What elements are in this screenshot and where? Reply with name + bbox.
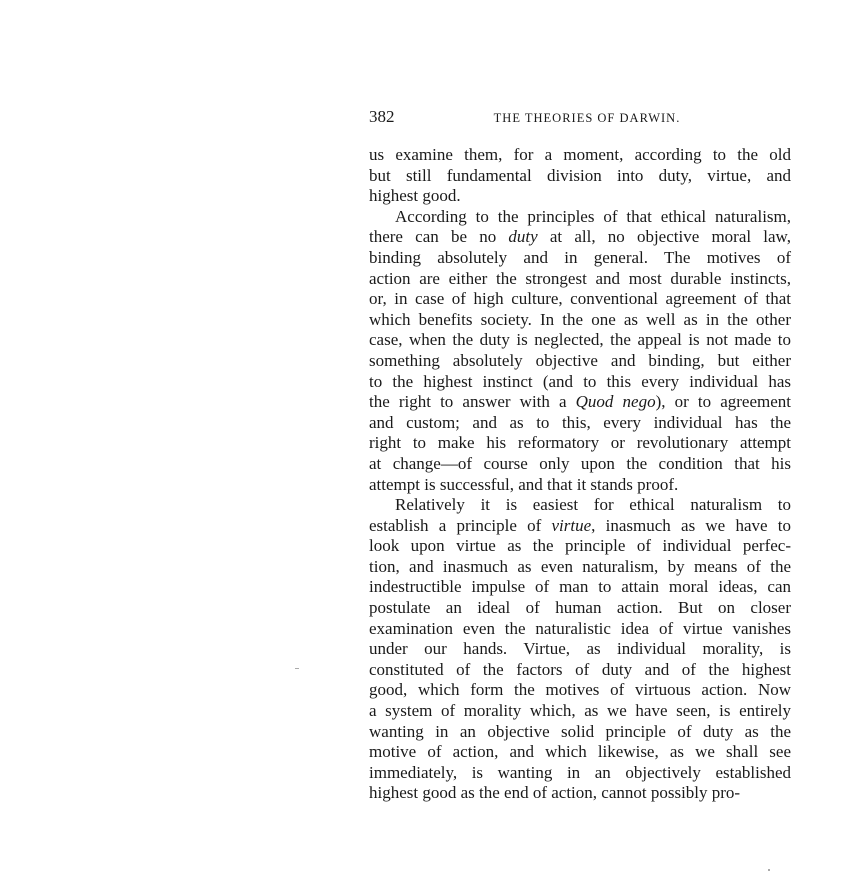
text-line: and custom; and as to this, every individual has the: [369, 412, 791, 432]
text-line: to the highest instinct (and to this every individual has: [369, 371, 791, 391]
text-line: but still fundamental division into duty, virtue, and: [369, 165, 791, 185]
text-line: According to the principles of that ethical naturalism,: [395, 206, 791, 226]
italic-term: virtue: [551, 515, 592, 535]
book-page: [369, 107, 791, 804]
scan-speck: [295, 668, 299, 669]
text-line: right to make his reformatory or revolutionary attempt: [369, 433, 791, 453]
text-line: good, which form the motives of virtuous action. Now: [369, 680, 791, 700]
paragraph: [369, 207, 791, 495]
text-line: highest good.: [369, 186, 461, 206]
text-line: which benefits society. In the one as well as in the other: [369, 309, 791, 329]
body-text: [369, 145, 791, 804]
text-line: or, in case of high culture, conventional agreement of that: [369, 289, 791, 309]
text-line: action are either the strongest and most durable instincts,: [369, 268, 791, 288]
text-line: the right to answer with a Quod nego), or to agreement: [369, 392, 791, 412]
text-line: something absolutely objective and binding, but either: [369, 350, 791, 370]
text-line: postulate an ideal of human action. But on closer: [369, 598, 791, 618]
text-line: immediately, is wanting in an objectively established: [369, 762, 791, 782]
text-line: motive of action, and which likewise, as we shall see: [369, 742, 791, 762]
text-line: examination even the naturalistic idea of virtue vanishes: [369, 618, 791, 638]
text-line: under our hands. Virtue, as individual morality, is: [369, 639, 791, 659]
text-line: at change—of course only upon the condition that his: [369, 453, 791, 473]
text-line: Relatively it is easiest for ethical naturalism to: [395, 495, 791, 515]
paragraph: [369, 495, 791, 804]
text-line: look upon virtue as the principle of individual perfec-: [369, 536, 791, 556]
italic-term: duty: [508, 227, 538, 247]
text-line: indestructible impulse of man to attain moral ideas, can: [369, 577, 791, 597]
text-line: wanting in an objective solid principle of duty as the: [369, 721, 791, 741]
text-line: establish a principle of virtue, inasmuch as we have to: [369, 515, 791, 535]
paragraph: [369, 145, 791, 207]
text-line: attempt is successful, and that it stands proof.: [369, 474, 679, 494]
text-line: us examine them, for a moment, according to the old: [369, 145, 791, 164]
text-line: case, when the duty is neglected, the appeal is not made to: [369, 330, 791, 350]
page-number: 382: [369, 107, 395, 126]
text-line: a system of morality which, as we have seen, is entirely: [369, 701, 791, 721]
scan-speck: [768, 869, 770, 871]
page-header: [369, 107, 791, 131]
text-line: highest good as the end of action, cannot possibly pro-: [369, 783, 741, 803]
italic-term: Quod nego: [575, 392, 656, 412]
text-line: tion, and inasmuch as even naturalism, by means of the: [369, 556, 791, 576]
running-head: THE THEORIES OF DARWIN.: [493, 111, 681, 125]
text-line: there can be no duty at all, no objective moral law,: [369, 227, 791, 247]
text-line: binding absolutely and in general. The motives of: [369, 247, 791, 267]
text-line: constituted of the factors of duty and of the highest: [369, 659, 791, 679]
